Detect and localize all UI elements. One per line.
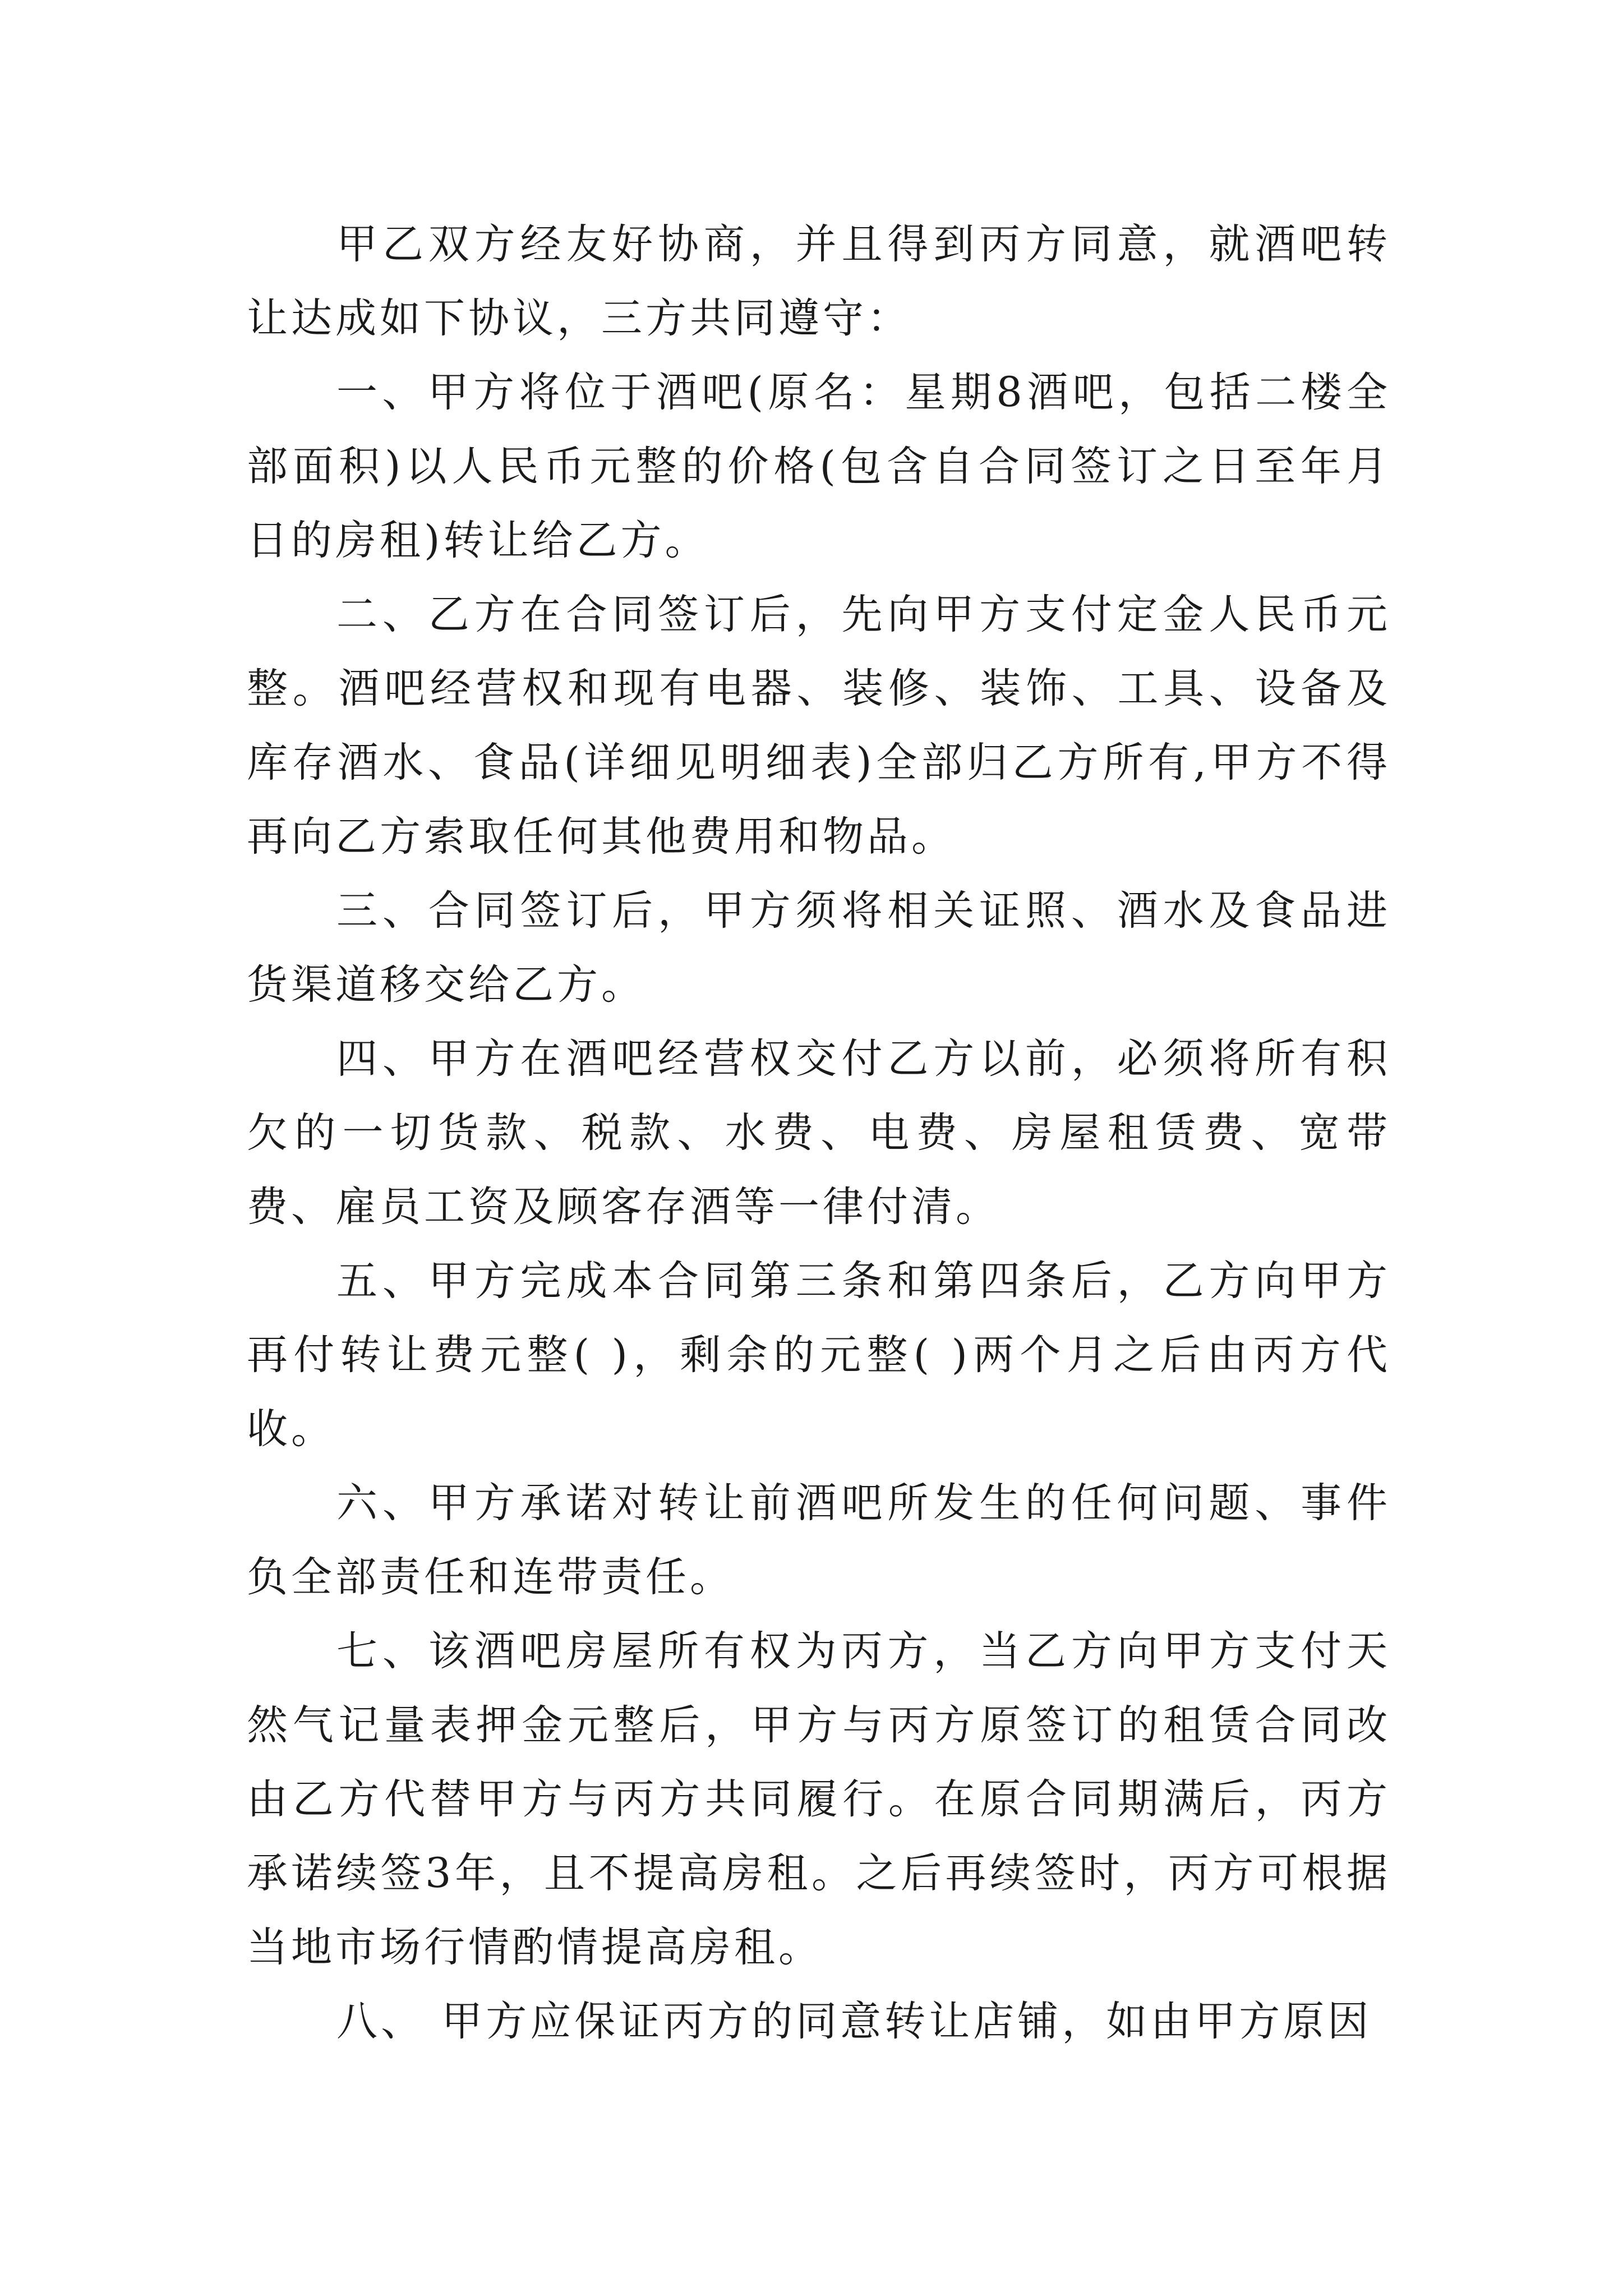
clause-6-paragraph: 六、甲方承诺对转让前酒吧所发生的任何问题、事件负全部责任和连带责任。 [247,1479,1391,1601]
preamble-paragraph: 甲乙双方经友好协商，并且得到丙方同意，就酒吧转让达成如下协议，三方共同遵守： [247,220,1391,342]
clause-7-paragraph: 七、该酒吧房屋所有权为丙方，当乙方向甲方支付天然气记量表押金元整后，甲方与丙方原签订的租赁合同改由乙方代替甲方与丙方共同履行。在原合同期满后，丙方承诺续签3年，且不提高房租。之后再续签时，丙方可根据当地市场行情酌情提高房租。 [247,1627,1391,1971]
clause-8-paragraph: 八、 甲方应保证丙方的同意转让店铺，如由甲方原因 [336,1998,1372,2045]
clause-5-paragraph: 五、甲方完成本合同第三条和第四条后，乙方向甲方再付转让费元整( )，剩余的元整( )两个月之后由丙方代收。 [247,1257,1391,1453]
clause-1-paragraph: 一、甲方将位于酒吧(原名：星期8酒吧，包括二楼全部面积)以人民币元整的价格(包含自合同签订之日至年月日的房租)转让给乙方。 [247,369,1391,564]
document-body [247,208,1391,2059]
clause-2-paragraph: 二、乙方在合同签订后，先向甲方支付定金人民币元整。酒吧经营权和现有电器、装修、装饰、工具、设备及库存酒水、食品(详细见明细表)全部归乙方所有,甲方不得再向乙方索取任何其他费用和物品。 [247,591,1391,861]
clause-3-paragraph: 三、合同签订后，甲方须将相关证照、酒水及食品进货渠道移交给乙方。 [247,887,1391,1009]
clause-4-paragraph: 四、甲方在酒吧经营权交付乙方以前，必须将所有积欠的一切货款、税款、水费、电费、房屋租赁费、宽带费、雇员工资及顾客存酒等一律付清。 [247,1035,1391,1231]
